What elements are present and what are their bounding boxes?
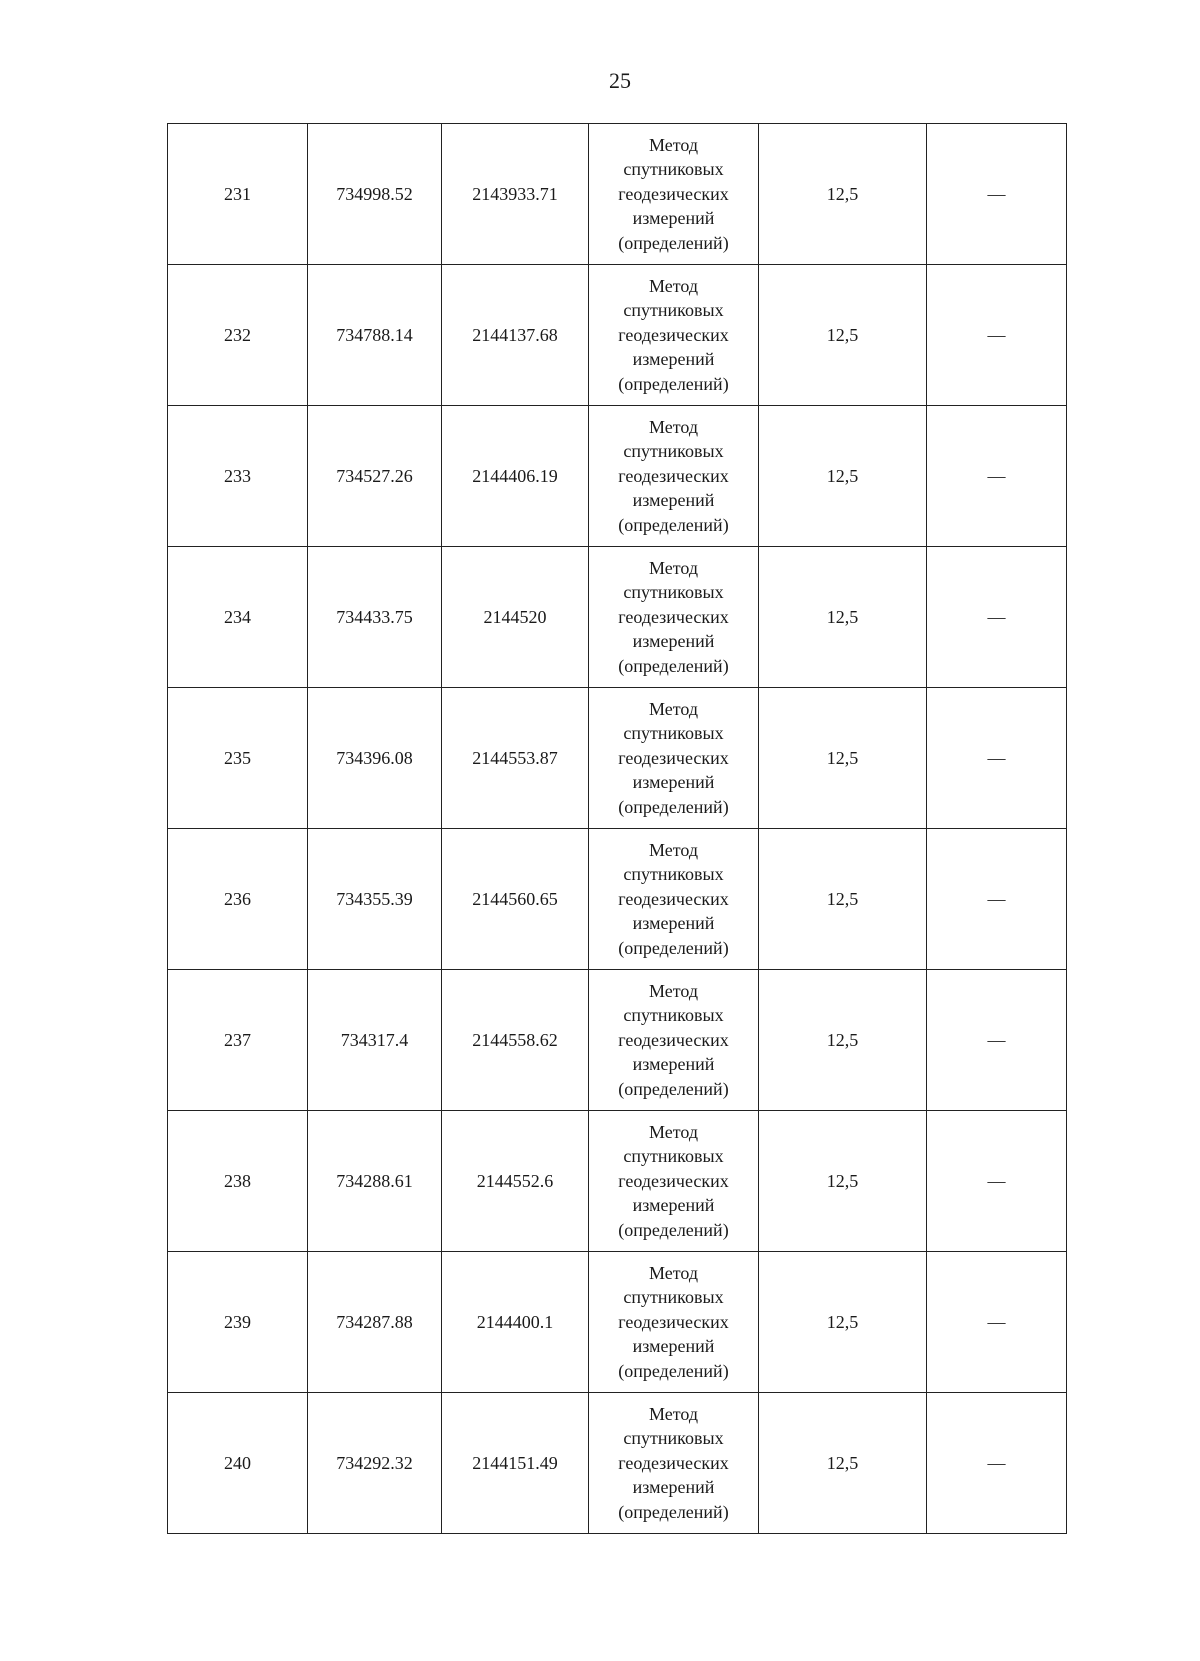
accuracy-cell: 12,5	[759, 970, 927, 1111]
accuracy-cell: 12,5	[759, 547, 927, 688]
point-number-cell: 232	[168, 265, 308, 406]
x-coordinate-cell: 734527.26	[308, 406, 442, 547]
method-text-line: Метод	[648, 980, 699, 1001]
accuracy-cell: 12,5	[759, 1111, 927, 1252]
point-number-cell: 236	[168, 829, 308, 970]
accuracy-cell: 12,5	[759, 829, 927, 970]
note-cell: —	[927, 688, 1067, 829]
point-number-cell: 235	[168, 688, 308, 829]
coordinates-table	[167, 123, 1067, 1534]
page-number: 25	[609, 68, 631, 93]
method-text-line: Метод	[648, 275, 699, 296]
method-cell	[589, 1252, 759, 1393]
table-row	[168, 829, 1067, 970]
method-text-line: измерений	[632, 1477, 715, 1498]
method-text-line: геодезических	[618, 465, 729, 486]
x-coordinate-cell: 734288.61	[308, 1111, 442, 1252]
method-text-line: измерений	[632, 1054, 715, 1075]
method-text-line: спутниковых	[623, 864, 724, 885]
method-cell	[589, 688, 759, 829]
method-text-line: (определений)	[618, 1078, 729, 1099]
x-coordinate-cell: 734433.75	[308, 547, 442, 688]
method-text-line: спутниковых	[623, 300, 724, 321]
method-cell	[589, 829, 759, 970]
method-text-line: геодезических	[618, 1311, 729, 1332]
y-coordinate-cell: 2144151.49	[442, 1393, 589, 1534]
x-coordinate-cell: 734317.4	[308, 970, 442, 1111]
x-coordinate-cell: 734396.08	[308, 688, 442, 829]
note-cell: —	[927, 970, 1067, 1111]
coordinates-table-body	[168, 124, 1067, 1534]
method-text-line: измерений	[632, 1336, 715, 1357]
method-text-line: Метод	[648, 1403, 699, 1424]
table-row	[168, 688, 1067, 829]
y-coordinate-cell: 2144558.62	[442, 970, 589, 1111]
point-number-cell: 237	[168, 970, 308, 1111]
point-number-cell: 238	[168, 1111, 308, 1252]
point-number-cell: 231	[168, 124, 308, 265]
note-cell: —	[927, 1252, 1067, 1393]
note-cell: —	[927, 124, 1067, 265]
method-text-line: спутниковых	[623, 1005, 724, 1026]
accuracy-cell: 12,5	[759, 265, 927, 406]
method-text-line: (определений)	[618, 1219, 729, 1240]
note-cell: —	[927, 547, 1067, 688]
method-text-line: спутниковых	[623, 159, 724, 180]
note-cell: —	[927, 1111, 1067, 1252]
y-coordinate-cell: 2144560.65	[442, 829, 589, 970]
method-text-line: (определений)	[618, 937, 729, 958]
method-cell	[589, 406, 759, 547]
method-text-line: измерений	[632, 913, 715, 934]
x-coordinate-cell: 734998.52	[308, 124, 442, 265]
method-text-line: геодезических	[618, 888, 729, 909]
method-text-line: измерений	[632, 349, 715, 370]
method-text-line: (определений)	[618, 655, 729, 676]
method-text-line: (определений)	[618, 373, 729, 394]
point-number-cell: 239	[168, 1252, 308, 1393]
note-cell: —	[927, 406, 1067, 547]
table-row	[168, 547, 1067, 688]
accuracy-cell: 12,5	[759, 688, 927, 829]
method-text-line: спутниковых	[623, 723, 724, 744]
method-text-line: (определений)	[618, 1501, 729, 1522]
method-text-line: Метод	[648, 416, 699, 437]
table-row	[168, 1393, 1067, 1534]
method-text-line: геодезических	[618, 1452, 729, 1473]
x-coordinate-cell: 734355.39	[308, 829, 442, 970]
method-text-line: геодезических	[618, 324, 729, 345]
x-coordinate-cell: 734292.32	[308, 1393, 442, 1534]
method-cell	[589, 547, 759, 688]
y-coordinate-cell: 2144553.87	[442, 688, 589, 829]
method-text-line: спутниковых	[623, 1146, 724, 1167]
y-coordinate-cell: 2144406.19	[442, 406, 589, 547]
table-row	[168, 124, 1067, 265]
point-number-cell: 240	[168, 1393, 308, 1534]
method-text-line: спутниковых	[623, 1287, 724, 1308]
accuracy-cell: 12,5	[759, 1393, 927, 1534]
method-text-line: Метод	[648, 557, 699, 578]
y-coordinate-cell: 2143933.71	[442, 124, 589, 265]
method-cell	[589, 1111, 759, 1252]
table-row	[168, 265, 1067, 406]
table-row	[168, 1252, 1067, 1393]
y-coordinate-cell: 2144552.6	[442, 1111, 589, 1252]
x-coordinate-cell: 734788.14	[308, 265, 442, 406]
method-cell	[589, 124, 759, 265]
point-number-cell: 234	[168, 547, 308, 688]
method-text-line: измерений	[632, 631, 715, 652]
y-coordinate-cell: 2144137.68	[442, 265, 589, 406]
method-text-line: геодезических	[618, 606, 729, 627]
method-text-line: спутниковых	[623, 582, 724, 603]
accuracy-cell: 12,5	[759, 124, 927, 265]
method-text-line: спутниковых	[623, 441, 724, 462]
method-text-line: измерений	[632, 208, 715, 229]
method-text-line: Метод	[648, 1262, 699, 1283]
table-row	[168, 1111, 1067, 1252]
method-text-line: (определений)	[618, 514, 729, 535]
point-number-cell: 233	[168, 406, 308, 547]
y-coordinate-cell: 2144400.1	[442, 1252, 589, 1393]
table-row	[168, 970, 1067, 1111]
method-text-line: геодезических	[618, 183, 729, 204]
method-text-line: измерений	[632, 490, 715, 511]
method-text-line: Метод	[648, 134, 699, 155]
method-text-line: Метод	[648, 698, 699, 719]
y-coordinate-cell: 2144520	[442, 547, 589, 688]
method-text-line: геодезических	[618, 1170, 729, 1191]
method-cell	[589, 265, 759, 406]
accuracy-cell: 12,5	[759, 1252, 927, 1393]
note-cell: —	[927, 829, 1067, 970]
x-coordinate-cell: 734287.88	[308, 1252, 442, 1393]
method-text-line: (определений)	[618, 1360, 729, 1381]
accuracy-cell: 12,5	[759, 406, 927, 547]
table-row	[168, 406, 1067, 547]
method-text-line: Метод	[648, 839, 699, 860]
method-text-line: измерений	[632, 772, 715, 793]
note-cell: —	[927, 1393, 1067, 1534]
method-text-line: геодезических	[618, 1029, 729, 1050]
method-text-line: (определений)	[618, 232, 729, 253]
method-text-line: спутниковых	[623, 1428, 724, 1449]
method-cell	[589, 970, 759, 1111]
method-text-line: Метод	[648, 1121, 699, 1142]
method-text-line: измерений	[632, 1195, 715, 1216]
method-text-line: (определений)	[618, 796, 729, 817]
note-cell: —	[927, 265, 1067, 406]
method-cell	[589, 1393, 759, 1534]
method-text-line: геодезических	[618, 747, 729, 768]
